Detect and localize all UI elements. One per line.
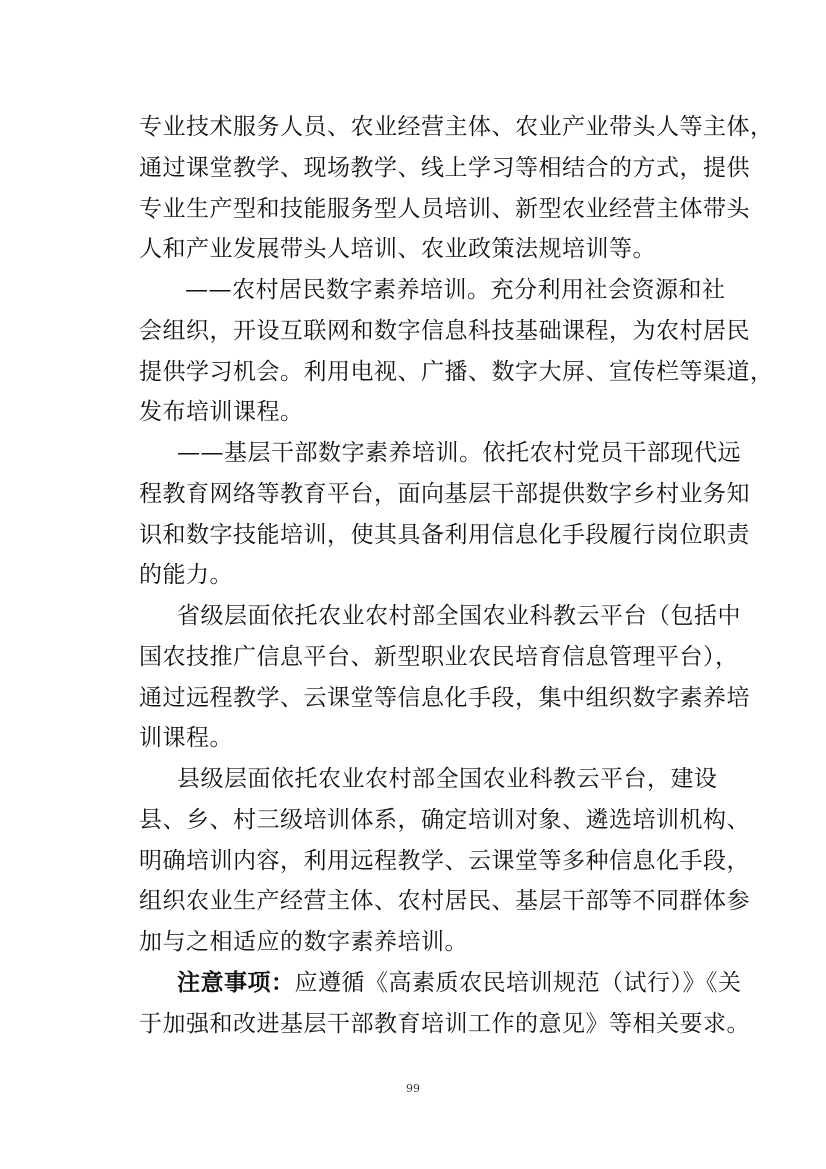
page-number: 99	[406, 1082, 420, 1095]
notes-text-1: 应遵循《高素质农民培训规范（试行）》《关	[294, 970, 742, 996]
paragraph-5-line-2: 县、乡、村三级培训体系，确定培训对象、遴选培训机构、	[139, 807, 750, 833]
paragraph-5-line-1: 县级层面依托农业农村部全国农业科教云平台，建设	[177, 766, 718, 792]
paragraph-3-line-1: ——基层干部数字素养培训。依托农村党员干部现代远	[177, 440, 741, 466]
paragraph-2-line-1: ——农村居民数字素养培训。充分利用社会资源和社	[185, 277, 726, 303]
paragraph-2-line-2: 会组织，开设互联网和数字信息科技基础课程，为农村居民	[139, 318, 750, 344]
paragraph-5-line-5: 加与之相适应的数字素养培训。	[139, 929, 468, 955]
paragraph-3-line-2: 程教育网络等教育平台，面向基层干部提供数字乡村业务知	[139, 481, 750, 507]
paragraph-4-line-3: 通过远程教学、云课堂等信息化手段，集中组织数字素养培	[139, 685, 750, 711]
paragraph-4-line-2: 国农技推广信息平台、新型职业农民培育信息管理平台），	[139, 644, 739, 670]
paragraph-2-line-3: 提供学习机会。利用电视、广播、数字大屏、宣传栏等渠道，	[139, 359, 774, 385]
paragraph-5-line-4: 组织农业生产经营主体、农村居民、基层干部等不同群体参	[139, 888, 750, 914]
paragraph-1-line-4: 人和产业发展带头人培训、农业政策法规培训等。	[139, 236, 656, 262]
paragraph-1-line-1: 专业技术服务人员、农业经营主体、农业产业带头人等主体，	[139, 114, 774, 140]
paragraph-5-line-3: 明确培训内容，利用远程教学、云课堂等多种信息化手段，	[139, 848, 750, 874]
notes-label: 注意事项：	[177, 969, 295, 996]
paragraph-6-line-2: 于加强和改进基层干部教育培训工作的意见》等相关要求。	[139, 1011, 750, 1037]
paragraph-2-line-4: 发布培训课程。	[139, 399, 304, 425]
paragraph-4-line-1: 省级层面依托农业农村部全国农业科教云平台（包括中	[177, 603, 741, 629]
paragraph-1-line-3: 专业生产型和技能服务型人员培训、新型农业经营主体带头	[139, 196, 750, 222]
paragraph-1-line-2: 通过课堂教学、现场教学、线上学习等相结合的方式，提供	[139, 155, 750, 181]
paragraph-6-line-1	[177, 963, 742, 1003]
paragraph-3-line-3: 识和数字技能培训，使其具备利用信息化手段履行岗位职责	[139, 522, 750, 548]
paragraph-3-line-4: 的能力。	[139, 562, 233, 588]
paragraph-4-line-4: 训课程。	[139, 725, 233, 751]
